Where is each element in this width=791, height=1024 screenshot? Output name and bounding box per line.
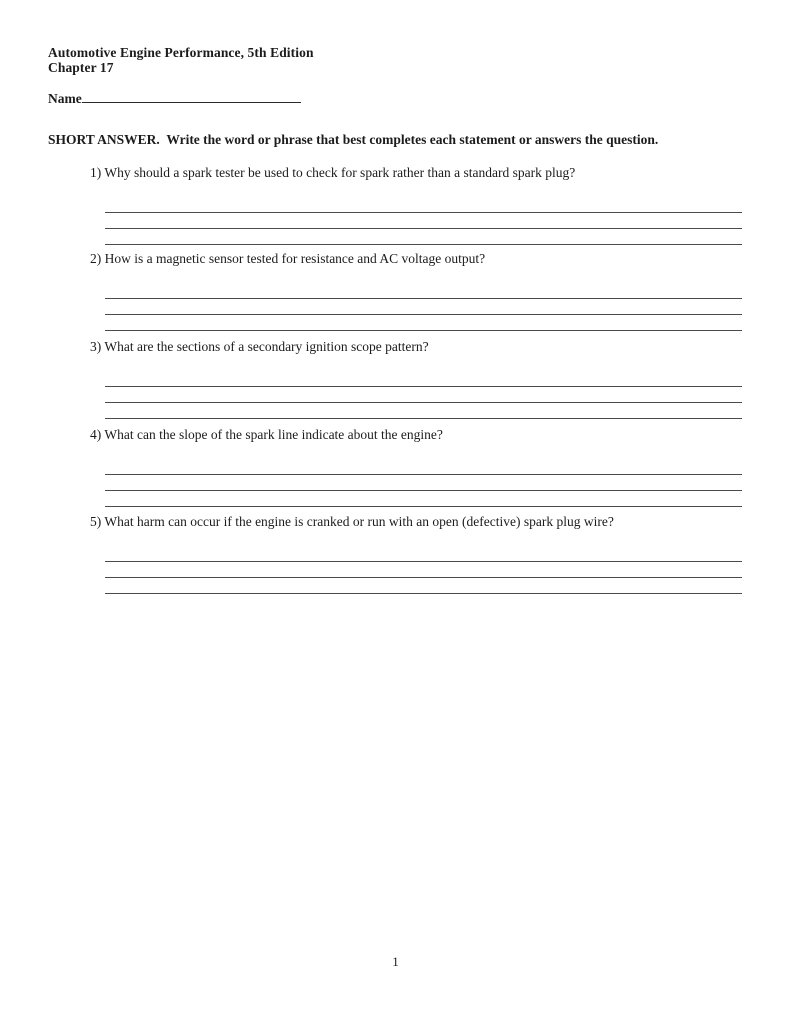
name-row	[48, 89, 301, 107]
question-number: 2)	[90, 251, 102, 266]
question-4	[90, 427, 742, 507]
section-heading: SHORT ANSWER. Write the word or phrase that best completes each statement or answers the question.	[48, 132, 659, 147]
question-5-text	[90, 514, 742, 530]
question-number: 5)	[90, 514, 102, 529]
chapter-label: Chapter 17	[48, 60, 114, 75]
answer-line	[105, 403, 742, 419]
answer-line	[105, 578, 742, 594]
question-number: 3)	[90, 339, 102, 354]
question-2	[90, 251, 742, 331]
question-body: Why should a spark tester be used to check for spark rather than a standard spark plug?	[104, 165, 576, 180]
answer-lines	[105, 459, 742, 507]
answer-line	[105, 283, 742, 299]
answer-line	[105, 562, 742, 578]
answer-lines	[105, 283, 742, 331]
question-1-text	[90, 165, 742, 181]
question-1	[90, 165, 742, 245]
answer-line	[105, 315, 742, 331]
page-number: 1	[392, 954, 399, 969]
name-blank-line	[82, 89, 301, 103]
answer-line	[105, 387, 742, 403]
question-body: What are the sections of a secondary ignition scope pattern?	[104, 339, 429, 354]
answer-line	[105, 371, 742, 387]
question-3	[90, 339, 742, 419]
answer-lines	[105, 546, 742, 594]
question-4-text	[90, 427, 742, 443]
answer-line	[105, 459, 742, 475]
question-number: 1)	[90, 165, 102, 180]
question-3-text	[90, 339, 742, 355]
answer-line	[105, 546, 742, 562]
answer-line	[105, 197, 742, 213]
question-2-text	[90, 251, 742, 267]
question-body: What can the slope of the spark line indicate about the engine?	[104, 427, 443, 442]
course-title: Automotive Engine Performance, 5th Edition	[48, 45, 314, 60]
answer-line	[105, 299, 742, 315]
question-body: How is a magnetic sensor tested for resistance and AC voltage output?	[104, 251, 486, 266]
name-label: Name	[48, 91, 82, 106]
answer-line	[105, 475, 742, 491]
document-header	[48, 45, 314, 75]
answer-line	[105, 491, 742, 507]
question-number: 4)	[90, 427, 102, 442]
answer-lines	[105, 197, 742, 245]
answer-line	[105, 213, 742, 229]
question-5	[90, 514, 742, 594]
question-body: What harm can occur if the engine is cranked or run with an open (defective) spark plug wire?	[104, 514, 614, 529]
answer-lines	[105, 371, 742, 419]
answer-line	[105, 229, 742, 245]
